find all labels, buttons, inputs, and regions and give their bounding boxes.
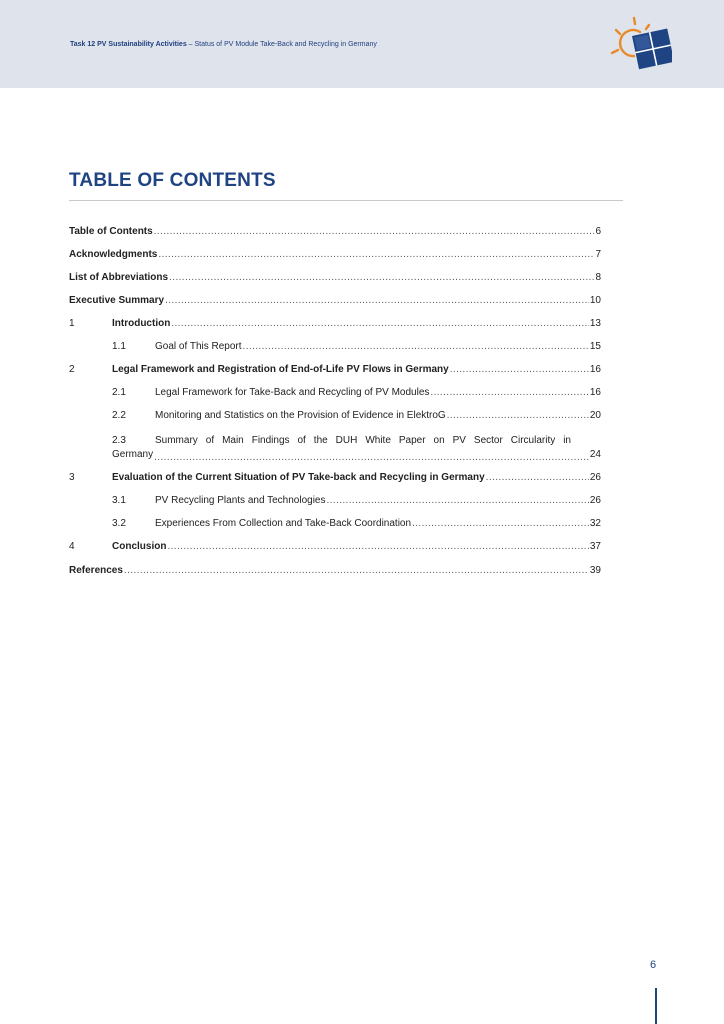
toc-entry[interactable]: [69, 226, 601, 238]
toc-entry-page: 10: [589, 295, 601, 306]
toc-entry[interactable]: [112, 433, 601, 462]
toc-leader: [447, 410, 589, 422]
toc-title: TABLE OF CONTENTS: [69, 170, 276, 191]
running-header-task: Task 12 PV Sustainability Activities: [70, 41, 187, 48]
toc-entry-page: 39: [589, 565, 601, 576]
toc-entry-page: 8: [595, 272, 601, 283]
toc-leader: [165, 295, 589, 307]
toc-entry-page: 15: [589, 341, 601, 352]
toc-entry[interactable]: [69, 565, 601, 577]
toc-entry[interactable]: [112, 387, 601, 399]
toc-leader: [169, 272, 594, 284]
toc-leader: [154, 226, 595, 238]
footer-accent-bar: [655, 988, 657, 1024]
toc-leader: [171, 318, 589, 330]
toc-entry-text: Goal of This Report: [155, 341, 242, 352]
toc-entry-page: 6: [595, 226, 601, 237]
toc-entry-number: 3.2: [112, 518, 126, 529]
page-number: 6: [650, 959, 657, 971]
toc-entry-number: 2: [69, 364, 75, 375]
toc-entry-text: Summary of Main Findings of the DUH White Paper on PV Sector Circularity in: [155, 435, 571, 446]
title-divider: [69, 200, 623, 201]
toc-entry-text: References: [69, 565, 123, 576]
toc-entry[interactable]: [112, 341, 601, 353]
toc-entry-text: Legal Framework for Take-Back and Recycling of PV Modules: [155, 387, 430, 398]
toc-entry-number: 3: [69, 472, 75, 483]
toc-entry-text: PV Recycling Plants and Technologies: [155, 495, 326, 506]
toc-entry-page: 20: [589, 410, 601, 421]
toc-entry[interactable]: [112, 410, 601, 422]
toc-entry-text: Experiences From Collection and Take-Back Coordination: [155, 518, 412, 529]
toc-entry-number: 1: [69, 318, 75, 329]
toc-entry-text: Evaluation of the Current Situation of PV Take-back and Recycling in Germany: [112, 472, 485, 483]
toc-leader: [158, 249, 594, 261]
toc-entry[interactable]: [69, 364, 601, 376]
running-header-subtitle: – Status of PV Module Take-Back and Recycling in Germany: [186, 41, 377, 48]
toc-entry-page: 37: [589, 541, 601, 552]
toc-entry-text: Monitoring and Statistics on the Provision of Evidence in ElektroG: [155, 410, 446, 421]
toc-leader: [486, 472, 589, 484]
toc-entry-text: Legal Framework and Registration of End-of-Life PV Flows in Germany: [112, 364, 449, 375]
toc-entry[interactable]: [69, 472, 601, 484]
toc-entry-page: 13: [589, 318, 601, 329]
toc-entry-number: 2.2: [112, 410, 126, 421]
toc-entry-number: 3.1: [112, 495, 126, 506]
toc-entry-text: Executive Summary: [69, 295, 165, 306]
toc-entry-page: 16: [589, 364, 601, 375]
toc-entry-line2: [112, 448, 601, 462]
toc-entry-text: List of Abbreviations: [69, 272, 169, 283]
toc-leader: [243, 341, 589, 353]
toc-leader: [154, 450, 589, 462]
toc-entry-number: 2.3: [112, 435, 126, 446]
toc-entry-text: Acknowledgments: [69, 249, 158, 260]
toc-leader: [326, 495, 588, 507]
toc-entry-page: 32: [589, 518, 601, 529]
sun-solar-panel-logo-icon: [610, 16, 672, 76]
toc-entry[interactable]: [69, 272, 601, 284]
toc-entry-text: Table of Contents: [69, 226, 153, 237]
toc-leader: [450, 364, 589, 376]
toc-entry[interactable]: [69, 318, 601, 330]
toc-entry[interactable]: [112, 518, 601, 530]
toc-entry-page: 16: [589, 387, 601, 398]
toc-leader: [412, 518, 589, 530]
toc-entry[interactable]: [69, 541, 601, 553]
toc-entry-page: 24: [589, 449, 601, 460]
toc-entry[interactable]: [112, 495, 601, 507]
toc-entry-page: 26: [589, 472, 601, 483]
toc-entry[interactable]: [69, 249, 601, 261]
toc-entry-page: 26: [589, 495, 601, 506]
toc-entry-page: 7: [595, 249, 601, 260]
toc-leader: [430, 387, 588, 399]
toc-leader: [167, 541, 588, 553]
running-header: [70, 41, 377, 48]
toc-entry[interactable]: [69, 295, 601, 307]
toc-entry-number: 4: [69, 541, 75, 552]
toc-entry-line1: [112, 433, 601, 448]
toc-entry-text: Introduction: [112, 318, 171, 329]
toc-entry-text-cont: Germany: [112, 449, 154, 460]
toc-entry-number: 1.1: [112, 341, 126, 352]
toc-entry-number: 2.1: [112, 387, 126, 398]
toc-leader: [124, 565, 589, 577]
toc-entry-text: Conclusion: [112, 541, 167, 552]
